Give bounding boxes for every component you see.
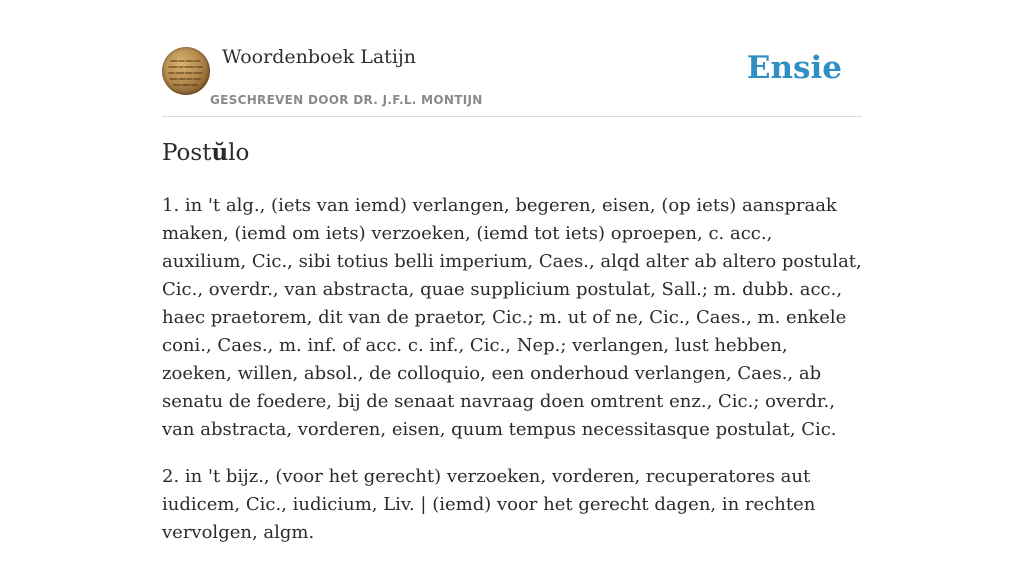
- author-credit: GESCHREVEN DOOR DR. J.F.L. MONTIJN: [210, 93, 483, 107]
- definition-paragraph: 1. in 't alg., (iets van iemd) verlangen, begeren, eisen, (op iets) aanspraak maken, (iemd om iets) verzoeken, (iemd tot iets) oproepen, c. acc., auxilium, Cic., sibi totius belli imperium, Caes., alqd alter ab altero postulat, Cic., overdr., van abstracta, quae supplicium postulat, Sall.; m. dubb. acc., haec praetorem, dit van de praetor, Cic.; m. ut of ne, Cic., Caes., m. enkele coni., Caes., m. inf. of acc. c. inf., Cic., Nep.; verlangen, lust hebben, zoeken, willen, absol., de colloquio, een onderhoud verlangen, Caes., ab senatu de foedere, bij de senaat navraag doen omtrent enz., Cic.; overdr., van abstracta, vorderen, eisen, quum tempus necessitasque postulat, Cic.: [162, 195, 862, 440]
- definition-paragraph: 2. in 't bijz., (voor het gerecht) verzoeken, vorderen, recuperatores aut iudicem, Cic., iudicium, Liv. | (iemd) voor het gerecht dagen, in rechten vervolgen, algm.: [162, 466, 816, 543]
- entry-title-accent: ŭ: [211, 139, 229, 166]
- site-header: [162, 46, 862, 117]
- entry-title-start: Post: [162, 140, 212, 166]
- dictionary-logo-icon[interactable]: [162, 47, 210, 95]
- dictionary-title[interactable]: Woordenboek Latijn: [222, 46, 417, 68]
- entry-title: [162, 139, 249, 166]
- entry-title-end: lo: [228, 140, 250, 166]
- ensie-brand-link[interactable]: Ensie: [746, 50, 842, 86]
- definition-list: [162, 192, 862, 566]
